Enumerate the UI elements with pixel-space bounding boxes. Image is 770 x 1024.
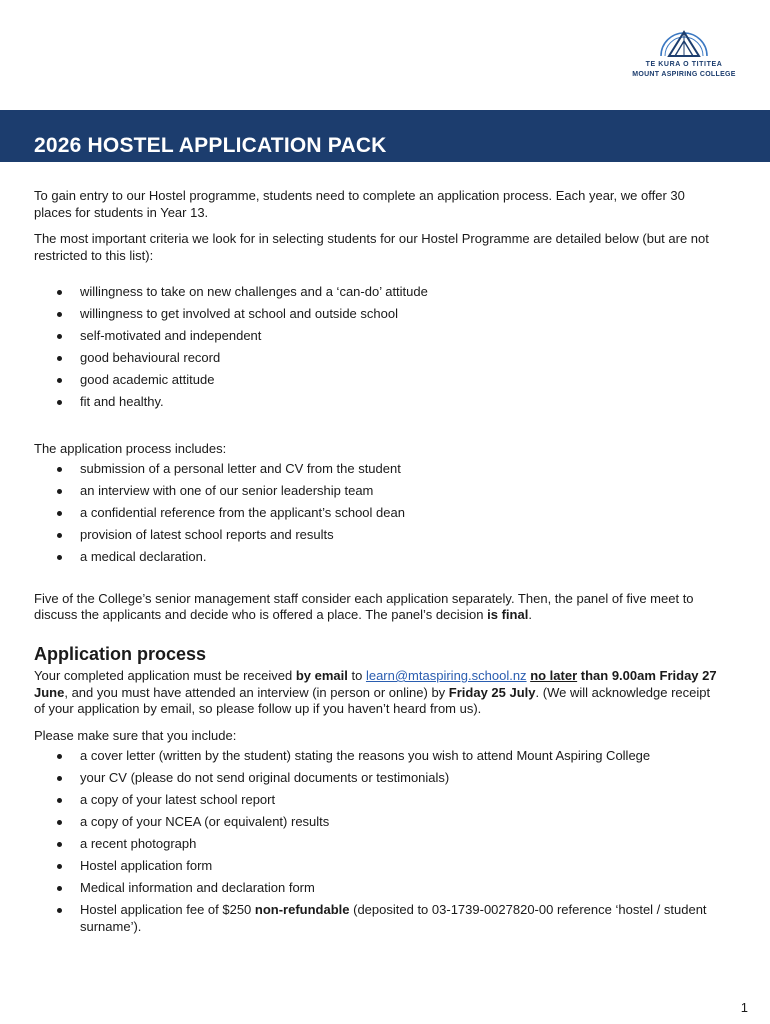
- list-item: Hostel application form: [34, 858, 724, 875]
- list-item: good behavioural record: [34, 350, 724, 367]
- panel-text: Five of the College’s senior management staff consider each application separately. Then, the panel of five meet to discuss the applicants and decide who is offered a place. The panel’s decision: [34, 590, 694, 622]
- intro-paragraph-1: To gain entry to our Hostel programme, students need to complete an application process. Each year, we offer 30 places for students in Year 13.: [34, 188, 685, 220]
- fee-bold-text: non-refundable: [254, 902, 350, 917]
- app-text-5: . (We will acknowledge receipt of your application by email, so please follow up if you haven’t heard from us).: [34, 684, 711, 716]
- list-item: an interview with one of our senior leadership team: [34, 483, 724, 500]
- intro-paragraph-2: The most important criteria we look for in selecting students for our Hostel Programme are detailed below (but are not restricted to this list):: [34, 231, 709, 263]
- app-text-1: Your completed application must be received: [34, 668, 296, 683]
- list-item: a copy of your NCEA (or equivalent) results: [34, 814, 724, 831]
- fee-text: Hostel application fee of $250: [80, 902, 255, 917]
- panel-bold-text: is final: [487, 607, 529, 622]
- email-link[interactable]: learn@mtaspiring.school.nz: [365, 668, 527, 683]
- page-number: 1: [740, 1000, 748, 1015]
- include-intro: Please make sure that you include:: [34, 727, 237, 743]
- panel-paragraph: [34, 591, 724, 624]
- list-item: provision of latest school reports and results: [34, 527, 724, 544]
- include-list: [34, 748, 724, 935]
- mountain-emblem-icon: [657, 22, 711, 58]
- app-text-4: , and you must have attended an interview (in person or online) by: [64, 684, 449, 700]
- process-list: [34, 461, 724, 566]
- app-bold-by-email: by email: [295, 668, 348, 683]
- list-item: good academic attitude: [34, 372, 724, 389]
- list-item: a copy of your latest school report: [34, 792, 724, 809]
- list-item-fee: [34, 902, 724, 935]
- process-intro: The application process includes:: [34, 440, 227, 456]
- page-title: 2026 HOSTEL APPLICATION PACK: [34, 134, 387, 157]
- logo-maori-name: TE KURA O TITITEA: [645, 61, 723, 68]
- list-item: Medical information and declaration form: [34, 880, 724, 897]
- college-logo: [622, 22, 746, 78]
- list-item: a recent photograph: [34, 836, 724, 853]
- list-item: a medical declaration.: [34, 549, 724, 566]
- application-heading: Application process: [34, 643, 207, 664]
- app-text-2: to: [347, 668, 366, 683]
- list-item: willingness to get involved at school and outside school: [34, 306, 724, 323]
- logo-college-name: MOUNT ASPIRING COLLEGE: [632, 71, 736, 78]
- app-bold-no-later: no later: [530, 668, 578, 683]
- list-item: fit and healthy.: [34, 394, 724, 411]
- app-bold-interview-date: Friday 25 July: [448, 684, 536, 700]
- application-paragraph: [34, 668, 724, 718]
- app-bold-deadline: than 9.00am Friday 27 June: [34, 668, 717, 700]
- title-banner: [0, 110, 770, 162]
- list-item: a confidential reference from the applicant’s school dean: [34, 505, 724, 522]
- panel-end: .: [528, 607, 532, 622]
- list-item: submission of a personal letter and CV from the student: [34, 461, 724, 478]
- list-item: self-motivated and independent: [34, 328, 724, 345]
- fee-details: (deposited to 03-1739-0027820-00 reference ‘hostel / student surname’).: [80, 902, 707, 934]
- criteria-list: [34, 284, 724, 411]
- list-item: willingness to take on new challenges and a ‘can-do’ attitude: [34, 284, 724, 301]
- document-body: [34, 188, 724, 941]
- list-item: your CV (please do not send original documents or testimonials): [34, 770, 724, 787]
- list-item: a cover letter (written by the student) stating the reasons you wish to attend Mount Aspiring College: [34, 748, 724, 765]
